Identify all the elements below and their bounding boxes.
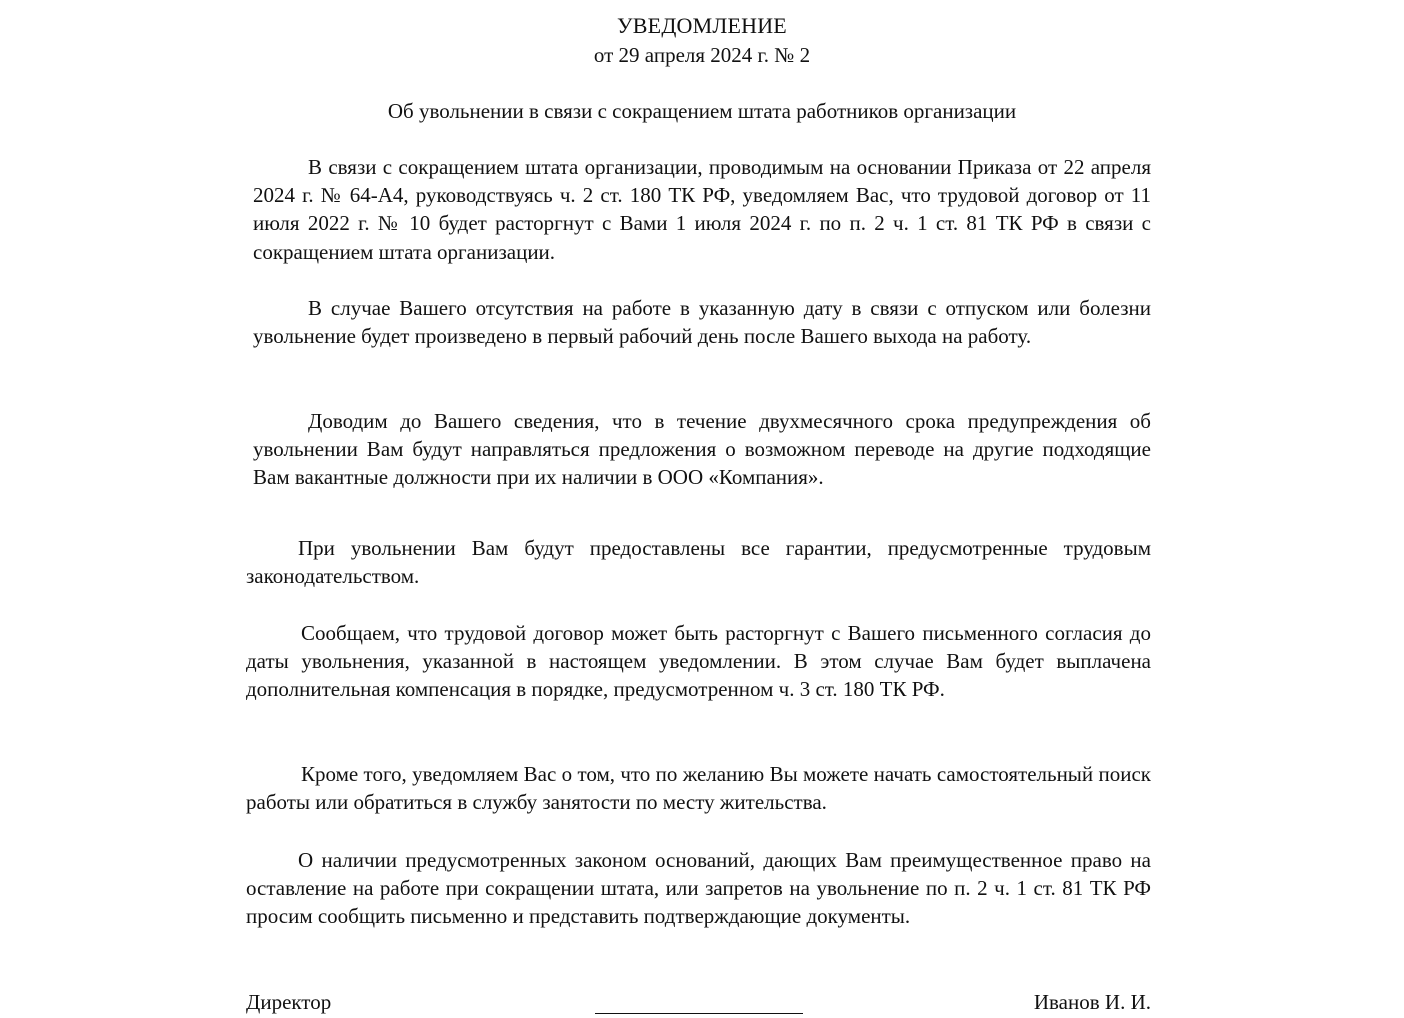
document-subject: Об увольнении в связи с сокращением штата работников организации <box>387 99 1017 123</box>
signer-position: Директор <box>246 990 332 1014</box>
paragraph-guarantees: При увольнении Вам будут предоставлены все гарантии, предусмотренные трудовым законодательством. <box>246 536 1151 589</box>
paragraph-preferential-rights: О наличии предусмотренных законом оснований, дающих Вам преимущественное право на оставление на работе при сокращении штата, или запретов на увольнение по п. 2 ч. 1 ст. 81 ТК РФ просим сообщить письменно и представить подтверждающие документы. <box>246 848 1151 929</box>
paragraph-termination-notice: В связи с сокращением штата организации, проводимым на основании Приказа от 22 апреля 2024 г. № 64-А4, руководствуясь ч. 2 ст. 180 ТК РФ, уведомляем Вас, что трудовой договор от 11 июля 2022 г. № 10 будет расторгнут с Вами 1 июля 2024 г. по п. 2 ч. 1 ст. 81 ТК РФ в связи с сокращением штата организации. <box>253 155 1151 264</box>
document-title: УВЕДОМЛЕНИЕ <box>617 13 787 38</box>
signature-line <box>595 1013 803 1014</box>
paragraph-job-search: Кроме того, уведомляем Вас о том, что по желанию Вы можете начать самостоятельный поиск работы или обратиться в службу занятости по месту жительства. <box>246 762 1151 815</box>
paragraph-absence-case: В случае Вашего отсутствия на работе в указанную дату в связи с отпуском или болезни увольнение будет произведено в первый рабочий день после Вашего выхода на работу. <box>253 296 1151 349</box>
paragraph-vacancy-offers: Доводим до Вашего сведения, что в течение двухмесячного срока предупреждения об увольнении Вам будут направляться предложения о возможном переводе на другие подходящие Вам вакантные должности при их наличии в ООО «Компания». <box>253 409 1151 490</box>
paragraph-early-termination: Сообщаем, что трудовой договор может быть расторгнут с Вашего письменного согласия до даты увольнения, указанной в настоящем уведомлении. В этом случае Вам будет выплачена дополнительная компенсация в порядке, предусмотренном ч. 3 ст. 180 ТК РФ. <box>246 621 1151 702</box>
document-date-number: от 29 апреля 2024 г. № 2 <box>593 43 811 67</box>
signature-block <box>246 988 1151 1018</box>
signer-name: Иванов И. И. <box>1033 990 1151 1014</box>
